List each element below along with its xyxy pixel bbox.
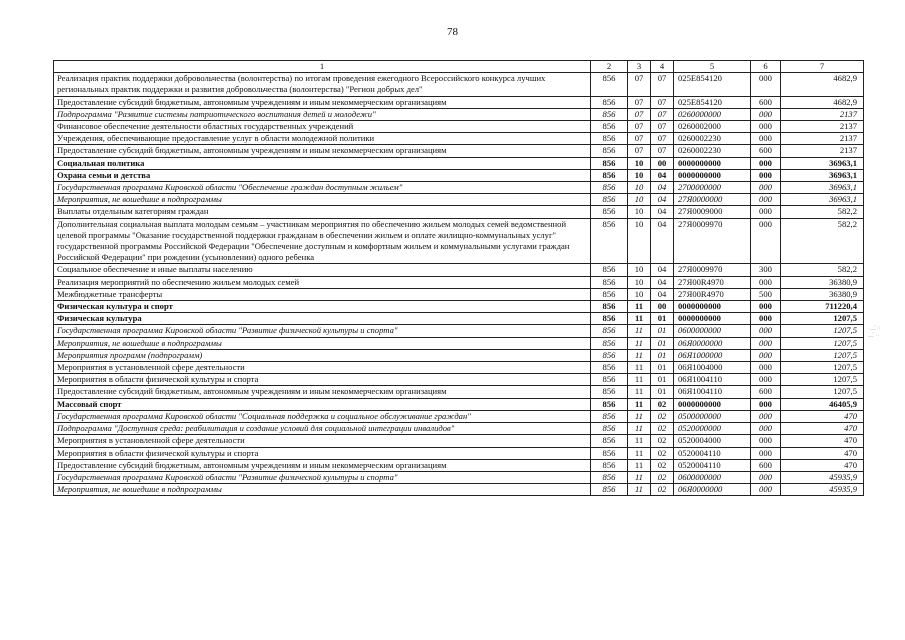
item-name-cell: Государственная программа Кировской области "Развитие физической культуры и спорта" <box>54 471 591 483</box>
table-row <box>54 349 864 361</box>
target-code-cell: 27Я0009970 <box>674 264 751 276</box>
subsection-cell: 02 <box>651 423 674 435</box>
table-row <box>54 73 864 96</box>
grbs-cell: 856 <box>591 484 628 496</box>
target-code-cell: 0600000000 <box>674 471 751 483</box>
table-row <box>54 218 864 264</box>
table-row <box>54 288 864 300</box>
section-cell: 11 <box>628 447 651 459</box>
subsection-cell: 01 <box>651 362 674 374</box>
target-code-cell: 06Я1004000 <box>674 362 751 374</box>
section-cell: 07 <box>628 121 651 133</box>
grbs-cell: 856 <box>591 121 628 133</box>
grbs-cell: 856 <box>591 73 628 96</box>
amount-cell: 582,2 <box>781 264 864 276</box>
item-name-cell: Государственная программа Кировской области "Обеспечение граждан доступным жильем" <box>54 182 591 194</box>
subsection-cell: 02 <box>651 484 674 496</box>
expense-type-cell: 000 <box>751 194 781 206</box>
table-row <box>54 398 864 410</box>
subsection-cell: 01 <box>651 325 674 337</box>
amount-cell: 1207,5 <box>781 349 864 361</box>
table-row <box>54 325 864 337</box>
subsection-cell: 02 <box>651 459 674 471</box>
amount-cell: 36963,1 <box>781 194 864 206</box>
subsection-cell: 01 <box>651 349 674 361</box>
target-code-cell: 06Я0000000 <box>674 484 751 496</box>
grbs-cell: 856 <box>591 362 628 374</box>
amount-cell: 470 <box>781 447 864 459</box>
expense-type-cell: 000 <box>751 410 781 422</box>
section-cell: 11 <box>628 471 651 483</box>
target-code-cell: 0000000000 <box>674 157 751 169</box>
target-code-cell: 0500000000 <box>674 410 751 422</box>
grbs-cell: 856 <box>591 349 628 361</box>
item-name-cell: Предоставление субсидий бюджетным, автономным учреждениям и иным некоммерческим организациям <box>54 96 591 108</box>
item-name-cell: Подпрограмма "Доступная среда: реабилитация и создание условий для социальной интеграции инвалидов" <box>54 423 591 435</box>
expense-type-cell: 000 <box>751 337 781 349</box>
grbs-cell: 856 <box>591 410 628 422</box>
amount-cell: 711220,4 <box>781 301 864 313</box>
grbs-cell: 856 <box>591 96 628 108</box>
grbs-cell: 856 <box>591 133 628 145</box>
header-cell: 7 <box>781 61 864 73</box>
item-name-cell: Мероприятия, не вошедшие в подпрограммы <box>54 194 591 206</box>
page-number: 78 <box>447 26 458 38</box>
section-cell: 11 <box>628 423 651 435</box>
target-code-cell: 0000000000 <box>674 398 751 410</box>
table-row <box>54 206 864 218</box>
expense-type-cell: 600 <box>751 386 781 398</box>
expense-type-cell: 500 <box>751 288 781 300</box>
table-row <box>54 96 864 108</box>
amount-cell: 2137 <box>781 108 864 120</box>
expense-type-cell: 600 <box>751 145 781 157</box>
grbs-cell: 856 <box>591 157 628 169</box>
amount-cell: 45935,9 <box>781 471 864 483</box>
item-name-cell: Подпрограмма "Развитие системы патриотического воспитания детей и молодежи" <box>54 108 591 120</box>
target-code-cell: 06Я1004110 <box>674 374 751 386</box>
expense-type-cell: 000 <box>751 73 781 96</box>
table-row <box>54 313 864 325</box>
item-name-cell: Мероприятия в области физической культуры и спорта <box>54 447 591 459</box>
item-name-cell: Предоставление субсидий бюджетным, автономным учреждениям и иным некоммерческим организациям <box>54 145 591 157</box>
amount-cell: 36380,9 <box>781 288 864 300</box>
section-cell: 11 <box>628 459 651 471</box>
section-cell: 11 <box>628 374 651 386</box>
expense-type-cell: 600 <box>751 96 781 108</box>
grbs-cell: 856 <box>591 108 628 120</box>
grbs-cell: 856 <box>591 194 628 206</box>
section-cell: 11 <box>628 484 651 496</box>
section-cell: 11 <box>628 386 651 398</box>
expense-type-cell: 000 <box>751 435 781 447</box>
subsection-cell: 07 <box>651 108 674 120</box>
subsection-cell: 04 <box>651 194 674 206</box>
expense-type-cell: 000 <box>751 447 781 459</box>
item-name-cell: Государственная программа Кировской области "Социальная поддержка и социальное обслуживание граждан" <box>54 410 591 422</box>
item-name-cell: Дополнительная социальная выплата молодым семьям – участникам мероприятия по обеспечению жильем молодых семей ведомственной целевой программы "Оказание государственной поддержки гражданам в обеспечении жильем и оплате жилищно-коммунальных услуг" государственной программы Российской Федерации "Обеспечение доступным и комфортным жильем и коммунальными услугами граждан Российской Федерации" при рождении (усыновлении) одного ребенка <box>54 218 591 264</box>
table-row <box>54 157 864 169</box>
header-row <box>54 61 864 73</box>
grbs-cell: 856 <box>591 301 628 313</box>
expense-type-cell: 000 <box>751 182 781 194</box>
section-cell: 10 <box>628 276 651 288</box>
expense-type-cell: 000 <box>751 276 781 288</box>
item-name-cell: Финансовое обеспечение деятельности областных государственных учреждений <box>54 121 591 133</box>
table-row <box>54 435 864 447</box>
grbs-cell: 856 <box>591 276 628 288</box>
target-code-cell: 06Я1000000 <box>674 349 751 361</box>
item-name-cell: Предоставление субсидий бюджетным, автономным учреждениям и иным некоммерческим организациям <box>54 386 591 398</box>
grbs-cell: 856 <box>591 169 628 181</box>
table-row <box>54 386 864 398</box>
amount-cell: 46405,9 <box>781 398 864 410</box>
table-row <box>54 145 864 157</box>
grbs-cell: 856 <box>591 459 628 471</box>
amount-cell: 45935,9 <box>781 484 864 496</box>
target-code-cell: 27Я00R4970 <box>674 288 751 300</box>
subsection-cell: 02 <box>651 447 674 459</box>
amount-cell: 470 <box>781 410 864 422</box>
item-name-cell: Физическая культура <box>54 313 591 325</box>
target-code-cell: 0260002000 <box>674 121 751 133</box>
section-cell: 07 <box>628 73 651 96</box>
table-row <box>54 194 864 206</box>
subsection-cell: 07 <box>651 133 674 145</box>
table-row <box>54 182 864 194</box>
item-name-cell: Физическая культура и спорт <box>54 301 591 313</box>
expense-type-cell: 000 <box>751 325 781 337</box>
expense-type-cell: 000 <box>751 157 781 169</box>
table-row <box>54 447 864 459</box>
target-code-cell: 27Я0009970 <box>674 218 751 264</box>
amount-cell: 36963,1 <box>781 157 864 169</box>
subsection-cell: 04 <box>651 169 674 181</box>
grbs-cell: 856 <box>591 386 628 398</box>
expense-type-cell: 600 <box>751 459 781 471</box>
table-row <box>54 410 864 422</box>
subsection-cell: 04 <box>651 182 674 194</box>
subsection-cell: 00 <box>651 301 674 313</box>
item-name-cell: Мероприятия в установленной сфере деятельности <box>54 435 591 447</box>
subsection-cell: 07 <box>651 96 674 108</box>
grbs-cell: 856 <box>591 471 628 483</box>
target-code-cell: 0520000000 <box>674 423 751 435</box>
amount-cell: 470 <box>781 459 864 471</box>
subsection-cell: 04 <box>651 276 674 288</box>
amount-cell: 4682,9 <box>781 96 864 108</box>
target-code-cell: 0000000000 <box>674 301 751 313</box>
item-name-cell: Мероприятия в установленной сфере деятельности <box>54 362 591 374</box>
section-cell: 11 <box>628 337 651 349</box>
amount-cell: 1207,5 <box>781 325 864 337</box>
header-cell: 2 <box>591 61 628 73</box>
expense-type-cell: 000 <box>751 313 781 325</box>
header-cell: 6 <box>751 61 781 73</box>
target-code-cell: 06Я1004110 <box>674 386 751 398</box>
subsection-cell: 04 <box>651 206 674 218</box>
subsection-cell: 04 <box>651 288 674 300</box>
amount-cell: 1207,5 <box>781 374 864 386</box>
target-code-cell: 0260002230 <box>674 145 751 157</box>
section-cell: 10 <box>628 194 651 206</box>
subsection-cell: 00 <box>651 157 674 169</box>
table-row <box>54 108 864 120</box>
amount-cell: 470 <box>781 435 864 447</box>
header-cell: 1 <box>54 61 591 73</box>
table-row <box>54 459 864 471</box>
expense-type-cell: 000 <box>751 423 781 435</box>
amount-cell: 1207,5 <box>781 313 864 325</box>
item-name-cell: Мероприятия в области физической культуры и спорта <box>54 374 591 386</box>
table-row <box>54 264 864 276</box>
section-cell: 07 <box>628 108 651 120</box>
table-row <box>54 133 864 145</box>
section-cell: 11 <box>628 410 651 422</box>
subsection-cell: 07 <box>651 73 674 96</box>
expense-type-cell: 000 <box>751 301 781 313</box>
expense-type-cell: 000 <box>751 218 781 264</box>
expense-type-cell: 000 <box>751 133 781 145</box>
table-row <box>54 362 864 374</box>
subsection-cell: 02 <box>651 435 674 447</box>
table-row <box>54 374 864 386</box>
grbs-cell: 856 <box>591 206 628 218</box>
grbs-cell: 856 <box>591 435 628 447</box>
subsection-cell: 01 <box>651 374 674 386</box>
item-name-cell: Реализация практик поддержки добровольчества (волонтерства) по итогам проведения ежегодного Всероссийского конкурса лучших региональных практик поддержки и развития добровольчества (волонтерства) "Регион добрых дел" <box>54 73 591 96</box>
expense-type-cell: 000 <box>751 349 781 361</box>
section-cell: 11 <box>628 435 651 447</box>
grbs-cell: 856 <box>591 398 628 410</box>
header-cell: 4 <box>651 61 674 73</box>
target-code-cell: 025E854120 <box>674 96 751 108</box>
target-code-cell: 0520004000 <box>674 435 751 447</box>
header-cell: 3 <box>628 61 651 73</box>
table-row <box>54 301 864 313</box>
amount-cell: 4682,9 <box>781 73 864 96</box>
table-row <box>54 471 864 483</box>
section-cell: 10 <box>628 264 651 276</box>
section-cell: 10 <box>628 206 651 218</box>
amount-cell: 36963,1 <box>781 182 864 194</box>
subsection-cell: 02 <box>651 410 674 422</box>
subsection-cell: 01 <box>651 313 674 325</box>
grbs-cell: 856 <box>591 447 628 459</box>
item-name-cell: Межбюджетные трансферты <box>54 288 591 300</box>
target-code-cell: 0600000000 <box>674 325 751 337</box>
subsection-cell: 01 <box>651 386 674 398</box>
item-name-cell: Социальное обеспечение и иные выплаты населению <box>54 264 591 276</box>
section-cell: 10 <box>628 157 651 169</box>
grbs-cell: 856 <box>591 423 628 435</box>
section-cell: 10 <box>628 169 651 181</box>
item-name-cell: Мероприятия программ (подпрограмм) <box>54 349 591 361</box>
amount-cell: 2137 <box>781 145 864 157</box>
target-code-cell: 27Я0009000 <box>674 206 751 218</box>
section-cell: 10 <box>628 288 651 300</box>
amount-cell: 582,2 <box>781 206 864 218</box>
amount-cell: 1207,5 <box>781 337 864 349</box>
section-cell: 11 <box>628 349 651 361</box>
expense-type-cell: 000 <box>751 374 781 386</box>
section-cell: 11 <box>628 362 651 374</box>
section-cell: 11 <box>628 325 651 337</box>
target-code-cell: 0260002230 <box>674 133 751 145</box>
amount-cell: 470 <box>781 423 864 435</box>
item-name-cell: Мероприятия, не вошедшие в подпрограммы <box>54 337 591 349</box>
subsection-cell: 07 <box>651 121 674 133</box>
grbs-cell: 856 <box>591 374 628 386</box>
subsection-cell: 02 <box>651 398 674 410</box>
subsection-cell: 04 <box>651 218 674 264</box>
section-cell: 10 <box>628 182 651 194</box>
section-cell: 07 <box>628 133 651 145</box>
grbs-cell: 856 <box>591 182 628 194</box>
budget-table <box>53 60 864 496</box>
item-name-cell: Государственная программа Кировской области "Развитие физической культуры и спорта" <box>54 325 591 337</box>
item-name-cell: Выплаты отдельным категориям граждан <box>54 206 591 218</box>
item-name-cell: Учреждения, обеспечивающие предоставление услуг в области молодежной политики <box>54 133 591 145</box>
subsection-cell: 01 <box>651 337 674 349</box>
header-cell: 5 <box>674 61 751 73</box>
item-name-cell: Социальная политика <box>54 157 591 169</box>
expense-type-cell: 000 <box>751 121 781 133</box>
amount-cell: 1207,5 <box>781 386 864 398</box>
item-name-cell: Охрана семьи и детства <box>54 169 591 181</box>
amount-cell: 36380,9 <box>781 276 864 288</box>
expense-type-cell: 000 <box>751 206 781 218</box>
section-cell: 07 <box>628 96 651 108</box>
grbs-cell: 856 <box>591 337 628 349</box>
scan-artifact: ·‥⁚ ⁖ ‥⁚ ·· <box>868 326 881 339</box>
target-code-cell: 0000000000 <box>674 313 751 325</box>
amount-cell: 2137 <box>781 133 864 145</box>
section-cell: 10 <box>628 218 651 264</box>
expense-type-cell: 000 <box>751 484 781 496</box>
amount-cell: 582,2 <box>781 218 864 264</box>
table-row <box>54 121 864 133</box>
item-name-cell: Мероприятия, не вошедшие в подпрограммы <box>54 484 591 496</box>
target-code-cell: 0520004110 <box>674 447 751 459</box>
amount-cell: 36963,1 <box>781 169 864 181</box>
table-row <box>54 276 864 288</box>
expense-type-cell: 000 <box>751 169 781 181</box>
subsection-cell: 02 <box>651 471 674 483</box>
table-row <box>54 169 864 181</box>
grbs-cell: 856 <box>591 288 628 300</box>
target-code-cell: 27Я0000000 <box>674 194 751 206</box>
grbs-cell: 856 <box>591 313 628 325</box>
grbs-cell: 856 <box>591 218 628 264</box>
item-name-cell: Массовый спорт <box>54 398 591 410</box>
section-cell: 11 <box>628 398 651 410</box>
expense-type-cell: 000 <box>751 398 781 410</box>
amount-cell: 2137 <box>781 121 864 133</box>
section-cell: 11 <box>628 301 651 313</box>
expense-type-cell: 000 <box>751 108 781 120</box>
target-code-cell: 27Я00R4970 <box>674 276 751 288</box>
target-code-cell: 0260000000 <box>674 108 751 120</box>
item-name-cell: Реализация мероприятий по обеспечению жильем молодых семей <box>54 276 591 288</box>
expense-type-cell: 000 <box>751 362 781 374</box>
item-name-cell: Предоставление субсидий бюджетным, автономным учреждениям и иным некоммерческим организациям <box>54 459 591 471</box>
target-code-cell: 0000000000 <box>674 169 751 181</box>
grbs-cell: 856 <box>591 264 628 276</box>
target-code-cell: 06Я0000000 <box>674 337 751 349</box>
table-row <box>54 337 864 349</box>
grbs-cell: 856 <box>591 325 628 337</box>
target-code-cell: 0520004110 <box>674 459 751 471</box>
expense-type-cell: 000 <box>751 471 781 483</box>
target-code-cell: 025E854120 <box>674 73 751 96</box>
section-cell: 07 <box>628 145 651 157</box>
section-cell: 11 <box>628 313 651 325</box>
target-code-cell: 2700000000 <box>674 182 751 194</box>
subsection-cell: 07 <box>651 145 674 157</box>
grbs-cell: 856 <box>591 145 628 157</box>
subsection-cell: 04 <box>651 264 674 276</box>
amount-cell: 1207,5 <box>781 362 864 374</box>
expense-type-cell: 300 <box>751 264 781 276</box>
table-row <box>54 423 864 435</box>
table-row <box>54 484 864 496</box>
